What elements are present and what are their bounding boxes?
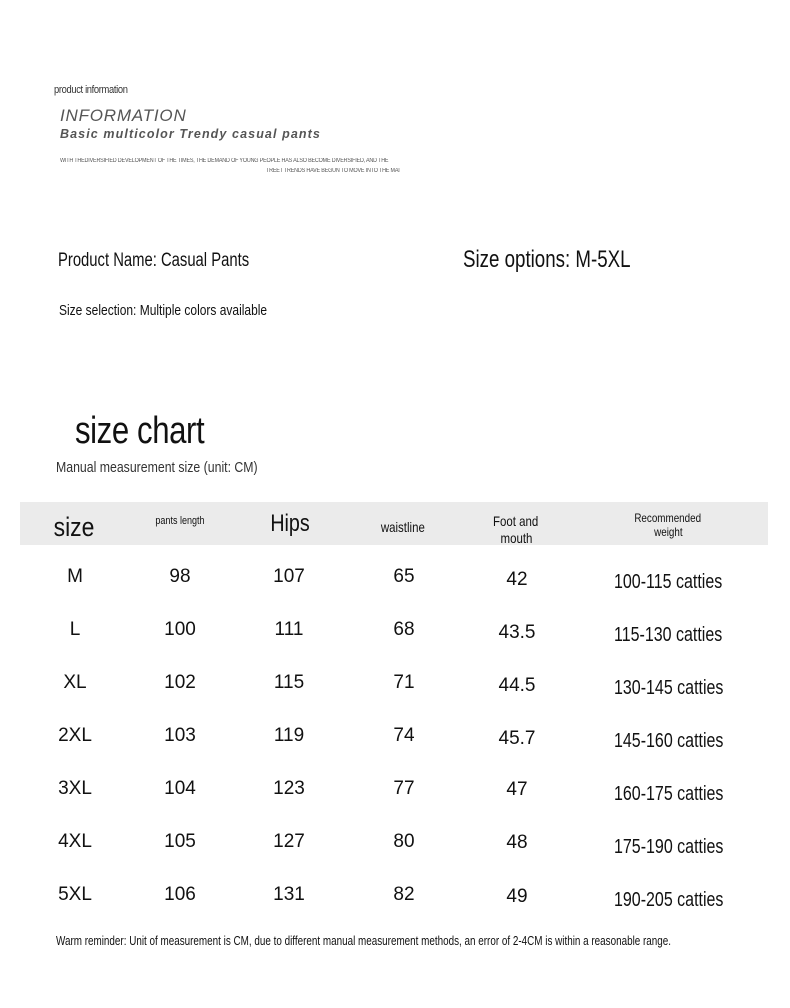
cell-hips: 111 [274,619,304,640]
cell-pants-length: 106 [164,884,196,905]
cell-size: 3XL [58,778,92,799]
size-selection: Size selection: Multiple colors available [59,302,268,319]
size-chart-title: size chart [75,410,205,452]
cell-size: 5XL [58,884,92,905]
cell-foot-mouth: 42 [506,569,528,590]
cell-hips: 119 [273,725,305,746]
cell-weight: 145-160 catties [614,730,724,752]
header-foot-mouth: Foot and mouth [493,513,539,546]
product-name: Product Name: Casual Pants [58,250,250,271]
header-pants-length: pants length [155,515,205,527]
cell-foot-mouth: 47 [506,779,528,800]
cell-hips: 131 [273,884,305,905]
table-row [0,831,790,884]
cell-hips: 107 [273,566,305,587]
information-subtitle: Basic multicolor Trendy casual pants [60,127,321,141]
cell-size: M [67,566,83,587]
cell-weight: 175-190 catties [614,836,724,858]
header-hips: Hips [270,510,310,537]
cell-foot-mouth: 44.5 [498,675,536,696]
table-row [0,619,790,672]
cell-foot-mouth: 49 [506,886,528,907]
cell-size: 4XL [58,831,92,852]
cell-weight: 115-130 catties [614,624,723,646]
table-row [0,566,790,619]
cell-pants-length: 102 [164,672,196,693]
cell-waistline: 65 [393,566,415,587]
table-row [0,672,790,725]
cell-waistline: 77 [393,778,415,799]
cell-hips: 115 [273,672,305,693]
cell-hips: 127 [273,831,305,852]
warm-reminder: Warm reminder: Unit of measurement is CM, due to different manual measurement methods, an error of 2-4CM is within a reasonable range. [56,933,672,948]
cell-waistline: 80 [393,831,415,852]
table-row [0,725,790,778]
size-options: Size options: M-5XL [463,246,631,273]
cell-pants-length: 100 [164,619,196,640]
cell-size: 2XL [58,725,92,746]
cell-pants-length: 98 [169,566,191,587]
cell-weight: 130-145 catties [614,677,724,699]
cell-waistline: 71 [393,672,415,693]
header-size: size [53,512,95,542]
cell-waistline: 74 [393,725,415,746]
table-row [0,884,790,937]
cell-weight: 100-115 catties [614,571,723,593]
information-description-line1: WITH THEDIVERSIFIED DEVELOPMENT OF THE TIMES, THE DEMAND OF YOUNG PEOPLE HAS ALSO BECOME DIVERSIFIED, AND THE [60,158,389,164]
size-chart-subtitle: Manual measurement size (unit: CM) [56,459,258,476]
cell-hips: 123 [273,778,305,799]
cell-size: L [69,619,81,640]
cell-size: XL [63,672,87,693]
cell-pants-length: 104 [164,778,196,799]
cell-foot-mouth: 48 [506,832,528,853]
cell-weight: 160-175 catties [614,783,724,805]
cell-pants-length: 103 [164,725,196,746]
cell-foot-mouth: 45.7 [498,728,536,749]
cell-weight: 190-205 catties [614,889,724,911]
product-information-label: product information [54,84,128,96]
header-recommended-weight: Recommended weight [634,511,702,540]
table-row [0,778,790,831]
cell-pants-length: 105 [164,831,196,852]
information-description-line2: TREET TRENDS HAVE BEGUN TO MOVE INTO THE MAI [266,168,400,174]
information-title: INFORMATION [60,106,187,125]
size-table-header [20,502,768,545]
cell-waistline: 82 [393,884,415,905]
cell-foot-mouth: 43.5 [498,622,536,643]
header-waistline: waistline [380,519,426,535]
cell-waistline: 68 [393,619,415,640]
